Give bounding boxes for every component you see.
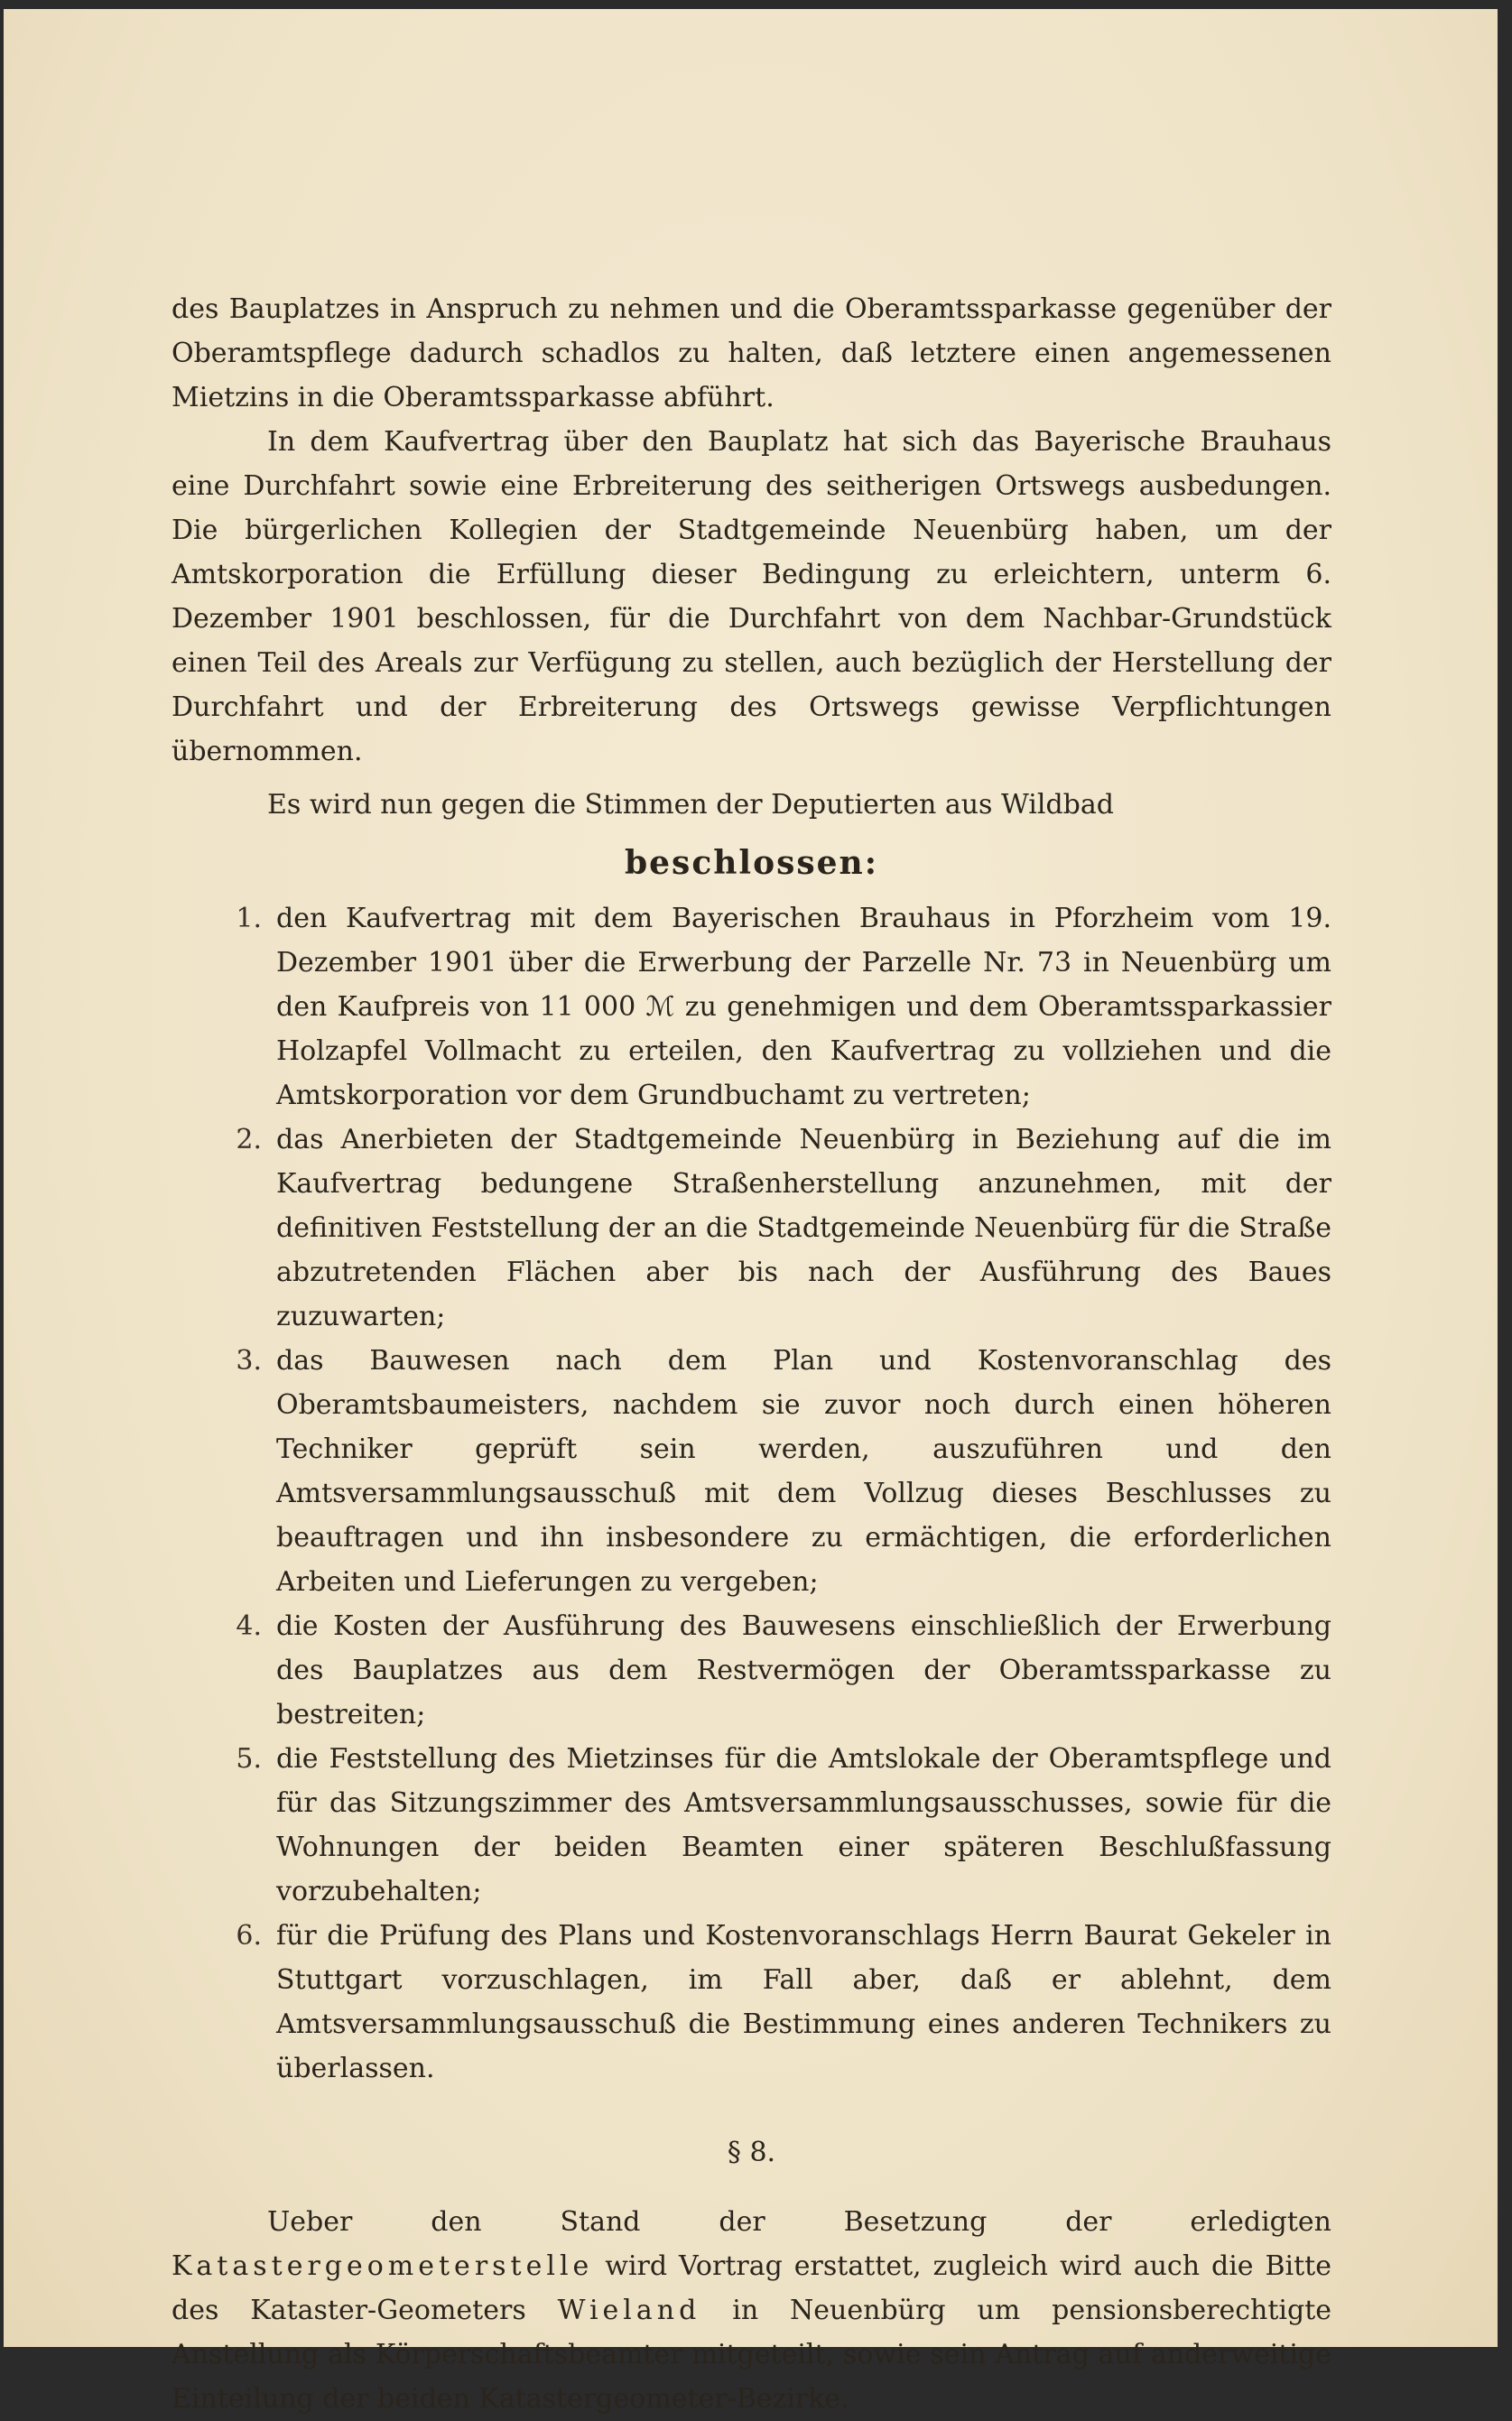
decision-number: 4. xyxy=(236,1610,262,1642)
decision-heading: beschlossen: xyxy=(624,844,879,882)
section-heading: § 8. xyxy=(727,2137,776,2168)
decision-item xyxy=(172,1737,1331,1914)
emphasized-name: Wieland xyxy=(557,2295,701,2326)
paragraph-purchase-contract: In dem Kaufvertrag über den Bauplatz hat sich das Bayerische Brauhaus eine Durchfahrt sowie eine Erbreiterung des seitherigen Ortswegs ausbedungen. Die bürgerlichen Kollegien der Stadtgemeinde Neuenbürg haben, um der Amtskorporation die Erfüllung dieser Bedingung zu erleichtern, unterm 6. Dezember 1901 beschlossen, für die Durchfahrt von dem Nachbar-Grundstück einen Teil des Areals zur Verfügung zu stellen, auch bezüglich der Herstellung der Durchfahrt und der Erbreiterung des Ortswegs gewisse Verpflichtungen übernommen. xyxy=(172,426,1331,767)
decision-number: 1. xyxy=(236,903,262,934)
decision-item xyxy=(172,1604,1331,1737)
decision-text: die Feststellung des Mietzinses für die Amtslokale der Oberamtspflege und für das Sitzungszimmer des Amtsversammlungsausschusses, sowie für die Wohnungen der beiden Beamten einer späteren Beschlußfassung vorzubehalten; xyxy=(276,1743,1331,1907)
decision-number: 2. xyxy=(236,1124,262,1155)
decision-text: die Kosten der Ausführung des Bauwesens einschließlich der Erwerbung des Bauplatzes aus dem Restvermögen der Oberamtssparkasse zu bestreiten; xyxy=(276,1610,1331,1730)
decision-item xyxy=(172,1339,1331,1604)
paragraph-continuation: des Bauplatzes in Anspruch zu nehmen und die Oberamtssparkasse gegenüber der Oberamtspflege dadurch schadlos zu halten, daß letztere einen angemessenen Mietzins in die Oberamtssparkasse abführt. xyxy=(172,293,1331,413)
decision-text: für die Prüfung des Plans und Kostenvoranschlags Herrn Baurat Gekeler in Stuttgart vorzuschlagen, im Fall aber, daß er ablehnt, dem Amtsversammlungsausschuß die Bestimmung eines anderen Technikers zu überlassen. xyxy=(276,1920,1331,2084)
decision-intro: Es wird nun gegen die Stimmen der Deputierten aus Wildbad xyxy=(267,789,1114,821)
decision-text: den Kaufvertrag mit dem Bayerischen Brauhaus in Pforzheim vom 19. Dezember 1901 über die Erwerbung der Parzelle Nr. 73 in Neuenbürg um den Kaufpreis von 11 000 ℳ zu genehmigen und dem Oberamtssparkassier Holzapfel Vollmacht zu erteilen, den Kaufvertrag zu vollziehen und die Amtskorporation vor dem Grundbuchamt zu vertreten; xyxy=(276,903,1331,1111)
decision-item xyxy=(172,1914,1331,2091)
decision-list xyxy=(172,896,1331,2091)
paragraph-text: Ueber den Stand der Besetzung der erledigten xyxy=(267,2206,1331,2238)
paragraph-text: wird Vortrag erstattet, zugleich wird auch die Bitte des Kataster-Geometers xyxy=(172,2250,1331,2326)
paragraph-surveyor-position xyxy=(172,2200,1331,2421)
page-text-block xyxy=(172,287,1331,2421)
decision-text: das Bauwesen nach dem Plan und Kostenvoranschlag des Oberamtsbaumeisters, nachdem sie zuvor noch durch einen höheren Techniker geprüft sein werden, auszuführen und den Amtsversammlungsausschuß mit dem Vollzug dieses Beschlusses zu beauftragen und ihn insbesondere zu ermächtigen, die erforderlichen Arbeiten und Lieferungen zu vergeben; xyxy=(276,1345,1331,1598)
decision-item xyxy=(172,1118,1331,1339)
paragraph-text: in Neuenbürg um pensionsberechtigte Anstellung als Körperschaftsbeamter mitgeteilt, sowie sein Antrag auf anderweitige Einteilung der beiden Katastergeometer-Bezirke. xyxy=(172,2295,1332,2415)
decision-number: 3. xyxy=(236,1345,262,1377)
decision-number: 6. xyxy=(236,1920,262,1952)
emphasized-term: Katastergeometerstelle xyxy=(172,2250,594,2282)
document-page xyxy=(4,9,1498,2415)
decision-item xyxy=(172,896,1331,1118)
decision-text: das Anerbieten der Stadtgemeinde Neuenbürg in Beziehung auf die im Kaufvertrag bedungene Straßenherstellung anzunehmen, mit der definitiven Feststellung der an die Stadtgemeinde Neuenbürg für die Straße abzutretenden Flächen aber bis nach der Ausführung des Baues zuzuwarten; xyxy=(276,1124,1331,1332)
decision-number: 5. xyxy=(236,1743,262,1775)
